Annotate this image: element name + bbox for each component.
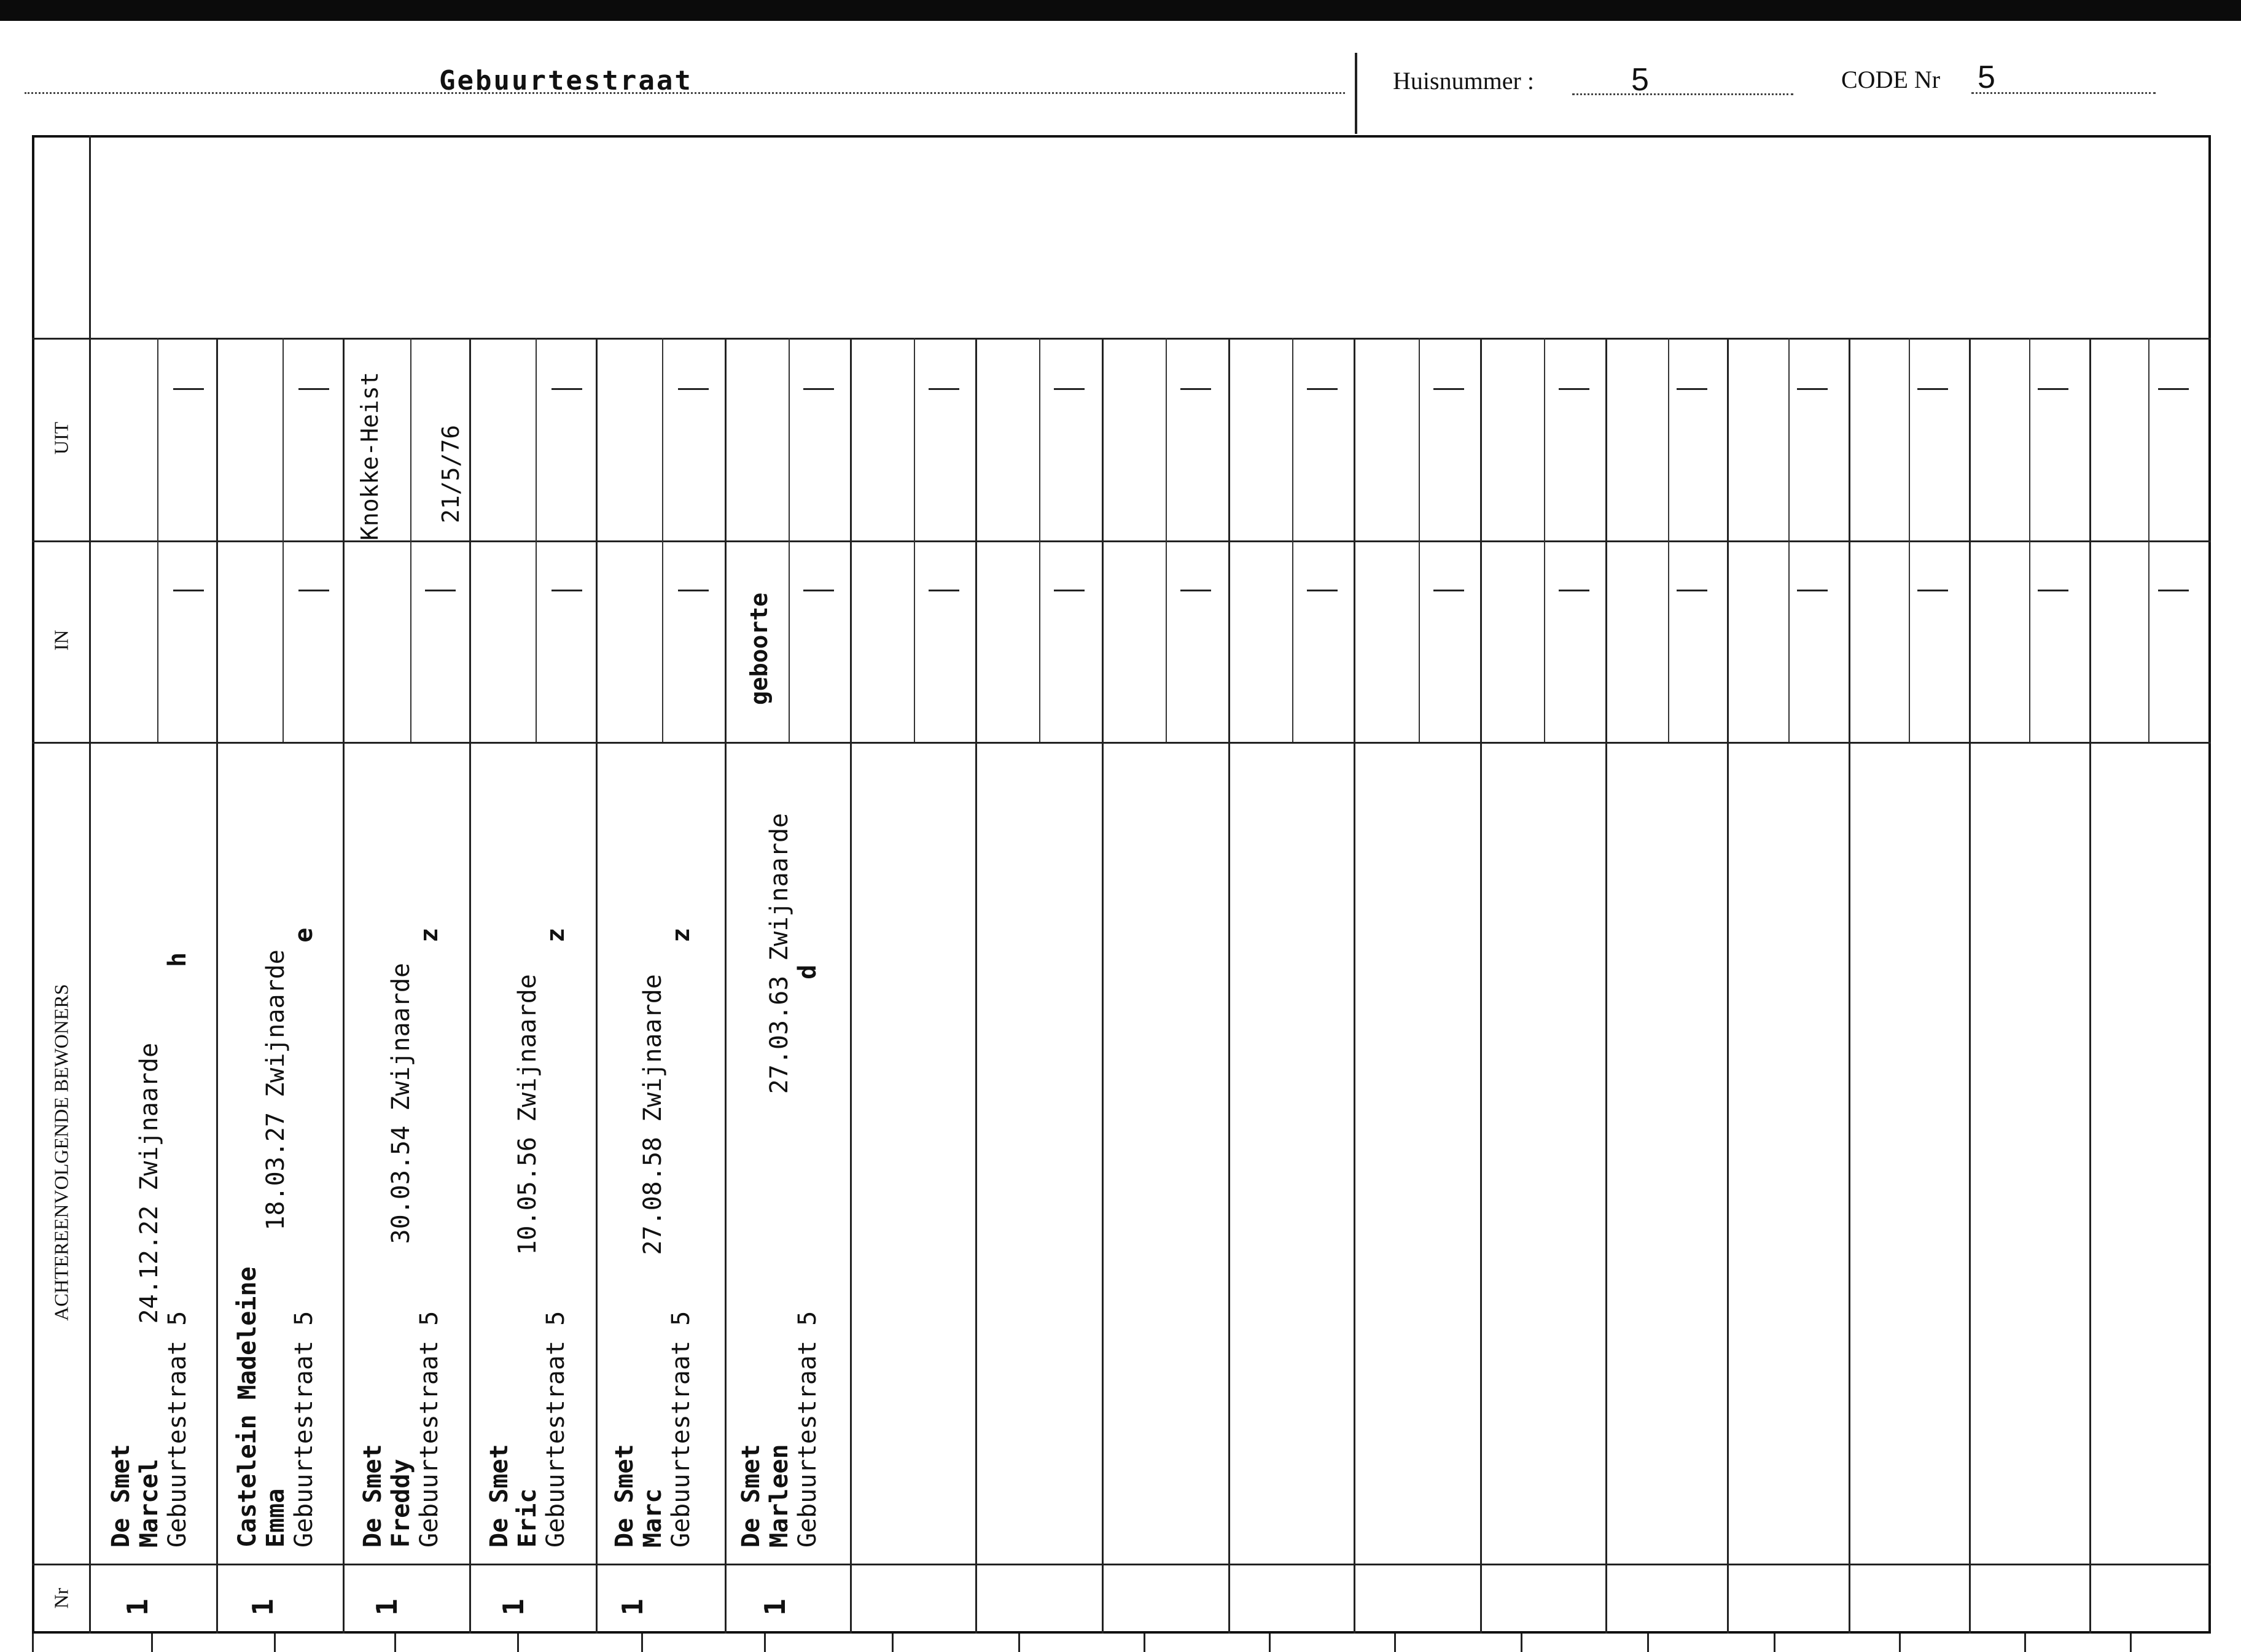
resident-relation: z [542, 927, 570, 943]
in-dash [1180, 590, 1211, 591]
uit-dash [678, 388, 709, 390]
in-dash [1677, 590, 1707, 591]
nr-label: Nr [50, 1588, 72, 1609]
resident-nr: 1 [615, 1599, 649, 1616]
in-dash [1917, 590, 1948, 591]
bottom-tick [1269, 1634, 1271, 1652]
sub-line [1544, 338, 1545, 742]
resident-relation: z [415, 927, 443, 943]
in-dash [678, 590, 709, 591]
header-separator [1355, 53, 1357, 134]
col-line-10 [1354, 338, 1355, 1634]
uit-dash [1797, 388, 1828, 390]
bottom-tick [274, 1634, 276, 1652]
resident-surname: De Smet [610, 1444, 639, 1548]
resident-address: Gebuurtestraat 5 [793, 1311, 822, 1548]
bottom-tick [892, 1634, 894, 1652]
sub-line [1788, 338, 1790, 742]
in-dash [551, 590, 582, 591]
in-dash [298, 590, 329, 591]
resident-relation: d [793, 964, 822, 980]
house-number-dotted-line [1572, 93, 1793, 95]
uit-dash [803, 388, 834, 390]
in-dash [929, 590, 959, 591]
uit-dash [1917, 388, 1948, 390]
resident-nr: 1 [370, 1599, 403, 1616]
sub-line [410, 338, 411, 742]
col-line-3 [469, 338, 471, 1634]
resident-first-name: Marcel [135, 1459, 163, 1548]
resident-birth: 30.03.54 Zwijnaarde [387, 962, 415, 1244]
sub-line [1292, 338, 1293, 742]
resident-surname: De Smet [737, 1444, 765, 1548]
resident-surname: De Smet [107, 1444, 135, 1548]
col-line-9 [1228, 338, 1230, 1634]
in-dash [803, 590, 834, 591]
col-line-14 [1849, 338, 1850, 1634]
col-line-2 [343, 338, 345, 1634]
sub-line [662, 338, 663, 742]
sub-line [1668, 338, 1669, 742]
uit-dash [2038, 388, 2068, 390]
resident-first-name: Emma [262, 1488, 290, 1548]
resident-birth: 24.12.22 Zwijnaarde [135, 1042, 163, 1324]
house-number-value: 5 [1631, 62, 1649, 98]
bottom-tick [1647, 1634, 1649, 1652]
in-note: geboorte [746, 592, 773, 705]
col-line-4 [596, 338, 598, 1634]
sub-line [536, 338, 537, 742]
bottom-tick [517, 1634, 519, 1652]
uit-dash [1180, 388, 1211, 390]
uit-dash [1559, 388, 1589, 390]
street-name: Gebuurtestraat [439, 65, 693, 96]
code-dotted-line [1971, 92, 2156, 94]
uit-label: UIT [50, 421, 72, 455]
resident-address: Gebuurtestraat 5 [542, 1311, 570, 1548]
uit-dash [173, 388, 204, 390]
sub-line [789, 338, 790, 742]
bottom-tick [32, 1634, 34, 1652]
sub-line [1909, 338, 1910, 742]
resident-birth: 10.05.56 Zwijnaarde [513, 974, 542, 1255]
uit-dash [298, 388, 329, 390]
resident-entry-2 [233, 928, 318, 1548]
bottom-tick [2024, 1634, 2026, 1652]
resident-surname: De Smet [485, 1444, 513, 1548]
bottom-tick [1018, 1634, 1020, 1652]
bottom-tick [1144, 1634, 1145, 1652]
bottom-tick [1521, 1634, 1522, 1652]
resident-relation: h [163, 952, 192, 967]
uit-date: 21/5/76 [437, 424, 464, 523]
resident-entry-3 [359, 928, 443, 1548]
resident-nr: 1 [120, 1599, 154, 1616]
uit-top-line [32, 338, 2211, 340]
col-line-15 [1969, 338, 1971, 1634]
sub-line [2029, 338, 2030, 742]
uit-dash [551, 388, 582, 390]
sub-line [1039, 338, 1040, 742]
bottom-tick [1394, 1634, 1396, 1652]
resident-relation: z [667, 927, 695, 943]
in-dash [1559, 590, 1589, 591]
code-label: CODE Nr [1841, 66, 1941, 93]
col-line-12 [1605, 338, 1607, 1634]
bottom-tick [1774, 1634, 1775, 1652]
col-line-6 [850, 338, 852, 1634]
in-dash [1433, 590, 1464, 591]
col-line-7 [975, 338, 977, 1634]
sub-line [2148, 338, 2149, 742]
residents-label: ACHTEREENVOLGENDE BEWONERS [50, 984, 72, 1321]
bottom-tick [151, 1634, 153, 1652]
uit-dash [1054, 388, 1085, 390]
house-number-label: Huisnummer : [1393, 67, 1534, 95]
uit-place: Knokke-Heist [356, 372, 383, 540]
resident-surname: Castelein Madeleine [233, 1266, 262, 1548]
resident-first-name: Eric [513, 1488, 542, 1548]
col-line-8 [1102, 338, 1104, 1634]
sub-line [157, 338, 158, 742]
resident-entry-4 [485, 928, 570, 1548]
in-dash [1307, 590, 1338, 591]
col-line-11 [1480, 338, 1482, 1634]
uit-dash [1677, 388, 1707, 390]
uit-dash [1433, 388, 1464, 390]
col-line-16 [2089, 338, 2091, 1634]
resident-relation: e [290, 927, 318, 943]
sub-line [1419, 338, 1420, 742]
in-dash [1054, 590, 1085, 591]
in-top-line [32, 540, 2211, 542]
resident-entry-1 [107, 953, 192, 1548]
resident-birth: 27.08.58 Zwijnaarde [639, 974, 667, 1255]
uit-dash [1307, 388, 1338, 390]
uit-dash [929, 388, 959, 390]
in-dash [1797, 590, 1828, 591]
resident-first-name: Freddy [387, 1459, 415, 1548]
resident-nr: 1 [496, 1599, 530, 1616]
resident-address: Gebuurtestraat 5 [290, 1311, 318, 1548]
bottom-tick [764, 1634, 766, 1652]
bottom-tick [394, 1634, 396, 1652]
nr-top-line [32, 1564, 2211, 1565]
col-line-1 [216, 338, 218, 1634]
col-line-13 [1727, 338, 1729, 1634]
sub-line [1166, 338, 1167, 742]
resident-nr: 1 [758, 1599, 792, 1616]
resident-birth: 18.03.27 Zwijnaarde [262, 949, 290, 1231]
sub-line [283, 338, 284, 742]
resident-address: Gebuurtestraat 5 [415, 1311, 443, 1548]
in-dash [2038, 590, 2068, 591]
resident-entry-5 [610, 928, 695, 1548]
resident-entry-6 [737, 813, 822, 1548]
resident-birth: 27.03.63 Zwijnaarde [765, 812, 793, 1094]
resident-nr: 1 [246, 1599, 279, 1616]
uit-dash [2158, 388, 2189, 390]
in-dash [173, 590, 204, 591]
resident-surname: De Smet [359, 1444, 387, 1548]
sub-line [914, 338, 915, 742]
label-column-line [89, 135, 91, 1634]
bottom-tick [2130, 1634, 2132, 1652]
resident-address: Gebuurtestraat 5 [163, 1311, 192, 1548]
resident-first-name: Marc [639, 1488, 667, 1548]
col-line-5 [725, 338, 727, 1634]
in-label: IN [50, 629, 72, 651]
top-border [0, 0, 2241, 21]
code-value: 5 [1978, 60, 1995, 95]
residents-top-line [32, 742, 2211, 744]
resident-address: Gebuurtestraat 5 [667, 1311, 695, 1548]
in-dash [425, 590, 456, 591]
in-dash [2158, 590, 2189, 591]
bottom-tick [641, 1634, 643, 1652]
resident-first-name: Marleen [765, 1444, 793, 1548]
bottom-tick [1899, 1634, 1901, 1652]
